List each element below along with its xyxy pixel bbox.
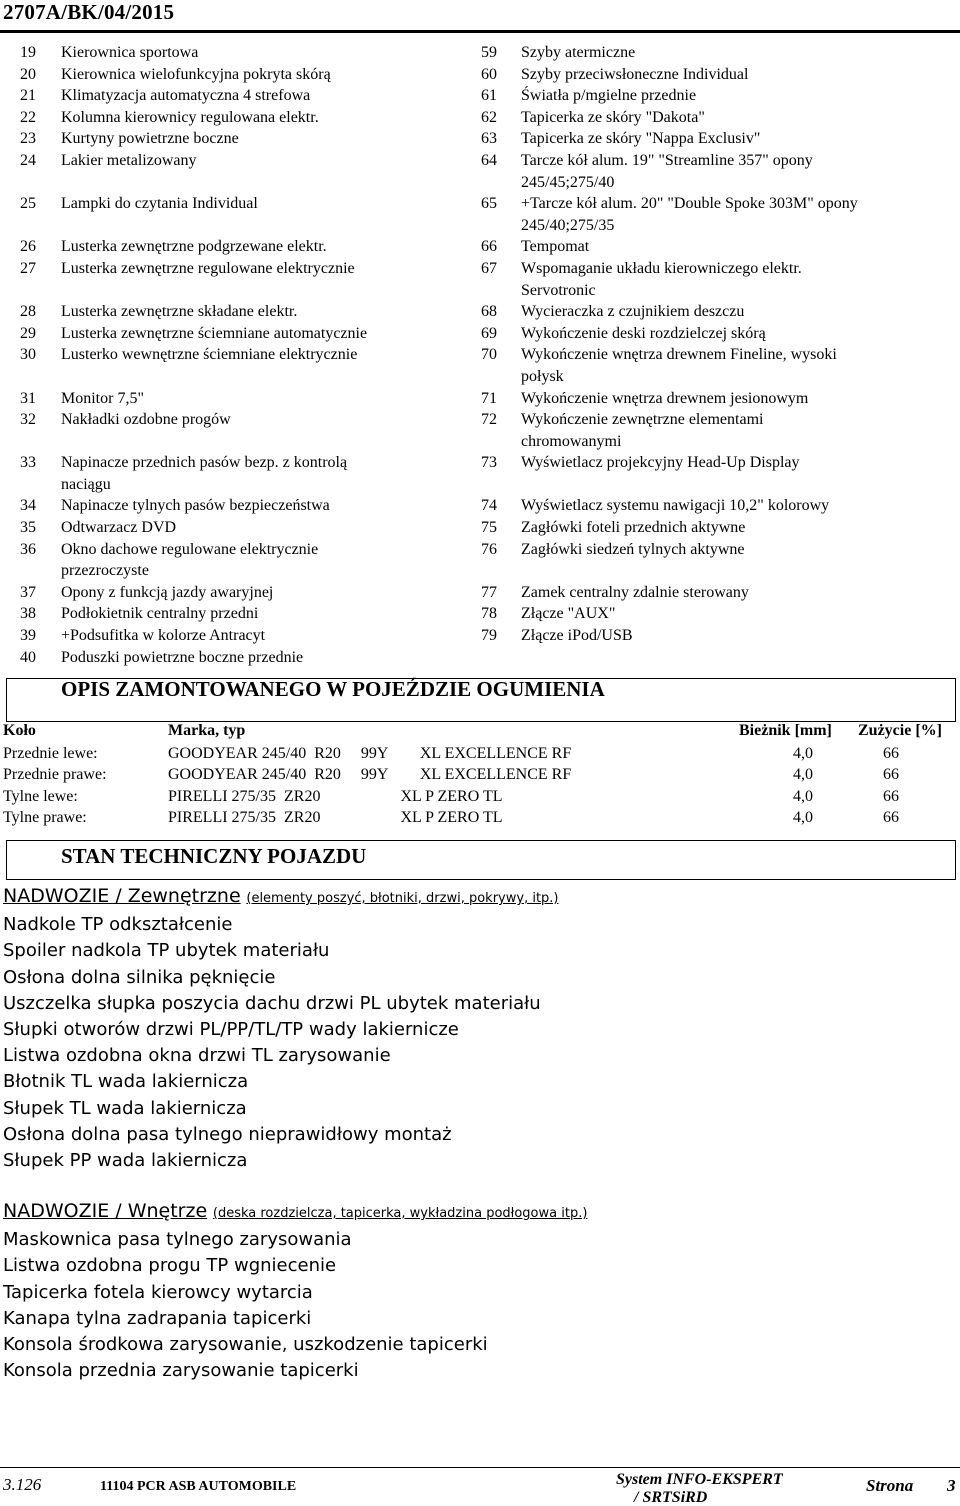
equipment-item — [463, 495, 960, 517]
equipment-item-text: Klimatyzacja automatyczna 4 strefowa — [61, 87, 311, 105]
condition-item: Osłona dolna pasa tylnego nieprawidłowy montaż — [3, 1123, 452, 1145]
equipment-item-number: 71 — [481, 389, 497, 407]
equipment-item-text — [61, 172, 460, 194]
equipment-item — [463, 172, 960, 194]
equipment-item-number: 65 — [481, 195, 497, 213]
equipment-item-number: 22 — [20, 108, 36, 126]
equipment-item-number: 64 — [481, 151, 497, 169]
exterior-heading-note: (elementy poszyć, błotniki, drzwi, pokrywy, itp.) — [246, 891, 559, 906]
equipment-item — [0, 452, 460, 474]
col-bieznik: Bieżnik [mm] — [739, 722, 832, 739]
equipment-item-text — [61, 366, 460, 388]
condition-item: Listwa ozdobna okna drzwi TL zarysowanie — [3, 1045, 391, 1067]
equipment-item — [463, 323, 960, 345]
tyre-row — [0, 809, 960, 831]
equipment-item-number: 78 — [481, 605, 497, 623]
equipment-item-text: Wyświetlacz projekcyjny Head-Up Display — [521, 454, 800, 472]
equipment-item — [0, 517, 460, 539]
equipment-item — [463, 301, 960, 323]
equipment-item-number: 25 — [20, 195, 36, 213]
equipment-item-text: Wykończenie wnętrza drewnem Fineline, wysoki — [521, 346, 837, 364]
equipment-item-number: 21 — [20, 87, 36, 105]
tyre-cell-bieznik: 4,0 — [793, 744, 813, 762]
equipment-item-number: 79 — [481, 627, 497, 645]
condition-item: Słupek PP wada lakiernicza — [3, 1150, 248, 1172]
equipment-item — [0, 366, 460, 388]
equipment-item — [0, 647, 460, 669]
equipment-item-number: 28 — [20, 303, 36, 321]
equipment-item-number: 69 — [481, 324, 497, 342]
equipment-item-text — [521, 474, 960, 496]
interior-heading-note: (deska rozdzielcza, tapicerka, wykładzina podłogowa itp.) — [212, 1206, 588, 1221]
equipment-item-text: Tapicerka ze skóry "Dakota" — [521, 108, 705, 126]
tyre-cell-kolo: Tylne lewe: — [3, 787, 78, 805]
equipment-item — [0, 603, 460, 625]
footer-system-line1: System INFO-EKSPERT — [616, 1471, 783, 1488]
equipment-item-number — [463, 431, 521, 453]
equipment-item-text — [61, 431, 460, 453]
equipment-item-text: Odtwarzacz DVD — [61, 519, 177, 537]
equipment-item — [463, 431, 960, 453]
equipment-item-text: Napinacze przednich pasów bezp. z kontrolą — [61, 454, 348, 472]
equipment-item-number — [0, 431, 61, 453]
equipment-item-number: 33 — [20, 454, 36, 472]
equipment-item-text: Wykończenie zewnętrzne elementami — [521, 411, 764, 429]
condition-item: Nadkole TP odkształcenie — [3, 914, 233, 936]
footer-page-label: Strona — [866, 1476, 914, 1495]
equipment-item-text: Lusterko wewnętrzne ściemniane elektrycznie — [61, 346, 358, 364]
equipment-item-text: Wykończenie deski rozdzielczej skórą — [521, 324, 766, 342]
equipment-item-text: Kurtyny powietrzne boczne — [61, 130, 239, 148]
equipment-item-text: Kierownica sportowa — [61, 44, 199, 61]
equipment-item — [463, 582, 960, 604]
equipment-item-number: 77 — [481, 583, 497, 601]
equipment-item — [463, 42, 960, 64]
equipment-item-number: 73 — [481, 454, 497, 472]
equipment-item — [463, 474, 960, 496]
equipment-item-text: Złącze iPod/USB — [521, 627, 633, 645]
equipment-item — [0, 107, 460, 129]
condition-item: Listwa ozdobna progu TP wgniecenie — [3, 1255, 337, 1277]
equipment-item-number: 19 — [20, 44, 36, 61]
header-title: 2707A/BK/04/2015 — [3, 0, 175, 24]
condition-item: Słupek TL wada lakiernicza — [3, 1097, 247, 1119]
equipment-item — [0, 560, 460, 582]
equipment-item — [0, 172, 460, 194]
col-kolo: Koło — [3, 722, 36, 739]
equipment-item-text: Zagłówki siedzeń tylnych aktywne — [521, 540, 745, 558]
equipment-item-text: Lakier metalizowany — [61, 151, 197, 169]
equipment-item — [0, 582, 460, 604]
equipment-item-number: 62 — [481, 108, 497, 126]
equipment-item-text: Okno dachowe regulowane elektrycznie — [61, 540, 319, 558]
equipment-item-text: chromowanymi — [521, 432, 622, 450]
tyre-row — [0, 766, 960, 788]
exterior-section — [3, 883, 559, 1174]
condition-item: Spoiler nadkola TP ubytek materiału — [3, 940, 330, 962]
equipment-item — [0, 280, 460, 302]
equipment-item — [0, 301, 460, 323]
equipment-item-number: 74 — [481, 497, 497, 515]
tyre-cell-marka: PIRELLI 275/35 ZR20 XL P ZERO TL — [168, 809, 503, 826]
equipment-item-text: Poduszki powietrzne boczne przednie — [61, 648, 304, 666]
tyre-cell-marka: GOODYEAR 245/40 R20 99Y XL EXCELLENCE RF — [168, 766, 572, 783]
col-zuzycie: Zużycie [%] — [858, 722, 942, 739]
equipment-item-number: 20 — [20, 65, 36, 83]
equipment-item-number: 75 — [481, 519, 497, 537]
equipment-item — [0, 258, 460, 280]
tyre-cell-kolo: Przednie lewe: — [3, 744, 98, 762]
equipment-item — [0, 236, 460, 258]
equipment-item — [463, 517, 960, 539]
equipment-item-text: Lusterka zewnętrzne regulowane elektrycznie — [61, 259, 355, 277]
tyres-title: OPIS ZAMONTOWANEGO W POJEŹDZIE OGUMIENIA — [61, 677, 605, 701]
equipment-item-number: 31 — [20, 389, 36, 407]
equipment-item-text: Zagłówki foteli przednich aktywne — [521, 519, 746, 537]
footer-page-code: 3.126 — [3, 1475, 42, 1494]
tyre-cell-bieznik: 4,0 — [793, 766, 813, 783]
equipment-item — [0, 495, 460, 517]
equipment-item — [0, 388, 460, 410]
equipment-item-text — [521, 560, 960, 582]
tyre-row — [0, 788, 960, 810]
equipment-item — [0, 193, 460, 215]
equipment-item-text: Wykończenie wnętrza drewnem jesionowym — [521, 389, 809, 407]
equipment-item-text: Servotronic — [521, 281, 596, 299]
equipment-item-text: 245/45;275/40 — [521, 173, 615, 191]
equipment-item-number — [0, 215, 61, 237]
equipment-item-text: Złącze "AUX" — [521, 605, 616, 623]
equipment-item-text — [61, 280, 460, 302]
equipment-item-text: połysk — [521, 367, 564, 385]
tyre-cell-bieznik: 4,0 — [793, 787, 813, 805]
equipment-item-number: 23 — [20, 130, 36, 148]
equipment-item — [0, 625, 460, 647]
equipment-item — [0, 431, 460, 453]
equipment-item — [0, 64, 460, 86]
equipment-item — [463, 215, 960, 237]
equipment-item — [463, 388, 960, 410]
equipment-item-text: Tempomat — [521, 238, 590, 256]
equipment-item — [463, 280, 960, 302]
tyres-rows — [0, 745, 960, 831]
footer-rule — [0, 1467, 960, 1468]
interior-heading-main: NADWOZIE / Wnętrze — [3, 1200, 208, 1222]
condition-item: Maskownica pasa tylnego zarysowania — [3, 1229, 352, 1251]
tyre-cell-kolo: Przednie prawe: — [3, 766, 107, 783]
equipment-item-number: 72 — [481, 411, 497, 429]
equipment-item-text — [61, 215, 460, 237]
equipment-item-text: Wspomaganie układu kierowniczego elektr. — [521, 259, 802, 277]
equipment-item-number: 29 — [20, 324, 36, 342]
equipment-item-text: 245/40;275/35 — [521, 216, 615, 234]
equipment-item-text: Monitor 7,5" — [61, 389, 144, 407]
equipment-item-text: Wycieraczka z czujnikiem deszczu — [521, 303, 745, 321]
condition-item: Konsola przednia zarysowanie tapicerki — [3, 1360, 359, 1382]
equipment-item-number: 61 — [481, 87, 497, 105]
equipment-item-number: 67 — [481, 259, 497, 277]
condition-item: Osłona dolna silnika pęknięcie — [3, 966, 276, 988]
equipment-item-number: 30 — [20, 346, 36, 364]
exterior-items — [3, 912, 559, 1174]
equipment-item-text: Szyby przeciwsłoneczne Individual — [521, 65, 749, 83]
tyre-cell-kolo: Tylne prawe: — [3, 809, 87, 826]
equipment-item-number: 68 — [481, 303, 497, 321]
equipment-item-text: Zamek centralny zdalnie sterowany — [521, 583, 749, 601]
equipment-item-text: Tapicerka ze skóry "Nappa Exclusiv" — [521, 130, 761, 148]
equipment-item-text: +Podsufitka w kolorze Antracyt — [61, 627, 266, 645]
equipment-item-number — [0, 280, 61, 302]
equipment-item-text: Światła p/mgielne przednie — [521, 87, 697, 105]
equipment-item — [463, 560, 960, 582]
equipment-item-number — [463, 172, 521, 194]
equipment-item — [0, 85, 460, 107]
equipment-item-number: 76 — [481, 540, 497, 558]
equipment-item — [463, 452, 960, 474]
equipment-list-right — [463, 42, 960, 647]
equipment-list-left — [0, 42, 460, 668]
exterior-heading — [3, 883, 559, 912]
equipment-item — [463, 85, 960, 107]
equipment-item — [463, 344, 960, 366]
equipment-item-number: 40 — [20, 648, 36, 666]
equipment-item-number: 63 — [481, 130, 497, 148]
equipment-item-number: 32 — [20, 411, 36, 429]
equipment-item — [463, 150, 960, 172]
equipment-item — [463, 236, 960, 258]
interior-heading — [3, 1198, 587, 1227]
equipment-item — [463, 258, 960, 280]
header-rule — [0, 30, 960, 33]
equipment-item-number: 70 — [481, 346, 497, 364]
equipment-item-text: Tarcze kół alum. 19" "Streamline 357" opony — [521, 151, 813, 169]
equipment-item-number: 26 — [20, 238, 36, 256]
equipment-item — [463, 603, 960, 625]
col-marka: Marka, typ — [168, 722, 246, 739]
equipment-item — [463, 366, 960, 388]
equipment-item-number — [0, 560, 61, 582]
footer-system-line2: / SRTSiRD — [634, 1489, 708, 1506]
equipment-item — [463, 128, 960, 150]
equipment-item-number — [0, 366, 61, 388]
equipment-item-number: 37 — [20, 583, 36, 601]
equipment-item-text: Opony z funkcją jazdy awaryjnej — [61, 583, 274, 601]
equipment-item-text: Nakładki ozdobne progów — [61, 411, 231, 429]
interior-items — [3, 1227, 587, 1384]
equipment-item-number: 34 — [20, 497, 36, 515]
tyre-cell-zuzycie: 66 — [883, 766, 899, 783]
equipment-item-number: 38 — [20, 605, 36, 623]
equipment-item-text: Napinacze tylnych pasów bezpieczeństwa — [61, 497, 330, 515]
condition-item: Kanapa tylna zadrapania tapicerki — [3, 1307, 312, 1329]
tyre-cell-zuzycie: 66 — [883, 787, 899, 805]
tyres-table — [0, 722, 960, 831]
condition-item: Konsola środkowa zarysowanie, uszkodzenie tapicerki — [3, 1334, 488, 1356]
equipment-item — [0, 323, 460, 345]
tyres-table-header — [0, 722, 960, 744]
equipment-item — [0, 128, 460, 150]
equipment-item-number: 27 — [20, 259, 36, 277]
condition-title: STAN TECHNICZNY POJAZDU — [61, 844, 367, 868]
equipment-item-text: naciągu — [61, 475, 111, 493]
equipment-item-number — [0, 172, 61, 194]
equipment-item — [0, 150, 460, 172]
tyre-cell-zuzycie: 66 — [883, 744, 899, 762]
tyre-cell-marka: GOODYEAR 245/40 R20 99Y XL EXCELLENCE RF — [168, 744, 572, 762]
equipment-item — [0, 215, 460, 237]
equipment-item — [463, 64, 960, 86]
equipment-item — [463, 409, 960, 431]
equipment-item-number — [463, 474, 521, 496]
equipment-item-number — [463, 560, 521, 582]
exterior-heading-main: NADWOZIE / Zewnętrzne — [3, 885, 241, 907]
tyre-cell-zuzycie: 66 — [883, 809, 899, 826]
equipment-item-text: Lusterka zewnętrzne ściemniane automatycznie — [61, 324, 368, 342]
equipment-item — [463, 539, 960, 561]
condition-item: Słupki otworów drzwi PL/PP/TL/TP wady lakiernicze — [3, 1019, 459, 1041]
equipment-item-text: Podłokietnik centralny przedni — [61, 605, 259, 623]
tyre-row — [0, 745, 960, 767]
equipment-item-text: Lampki do czytania Individual — [61, 195, 258, 213]
equipment-item-text: Szyby atermiczne — [521, 44, 636, 61]
equipment-item-number: 36 — [20, 540, 36, 558]
equipment-item — [0, 42, 460, 64]
equipment-item-number: 35 — [20, 519, 36, 537]
condition-item: Uszczelka słupka poszycia dachu drzwi PL ubytek materiału — [3, 992, 541, 1014]
equipment-item — [0, 539, 460, 561]
tyre-cell-bieznik: 4,0 — [793, 809, 813, 826]
equipment-item-number — [463, 280, 521, 302]
condition-item: Błotnik TL wada lakiernicza — [3, 1071, 249, 1093]
equipment-item-text: Wyświetlacz systemu nawigacji 10,2" kolorowy — [521, 497, 830, 515]
equipment-item-number: 24 — [20, 151, 36, 169]
equipment-item-text: przezroczyste — [61, 562, 149, 580]
equipment-item — [0, 409, 460, 431]
equipment-item-number: 59 — [481, 44, 497, 61]
equipment-item — [0, 344, 460, 366]
equipment-item-number — [0, 474, 61, 496]
equipment-item-text: Lusterka zewnętrzne składane elektr. — [61, 303, 298, 321]
equipment-item-number — [463, 215, 521, 237]
condition-item: Tapicerka fotela kierowcy wytarcia — [3, 1281, 313, 1303]
equipment-item-number — [463, 366, 521, 388]
equipment-item-number: 66 — [481, 238, 497, 256]
equipment-item-text: Lusterka zewnętrzne podgrzewane elektr. — [61, 238, 327, 256]
equipment-item — [463, 625, 960, 647]
equipment-item-text: Kolumna kierownicy regulowana elektr. — [61, 108, 319, 126]
footer-reference: 11104 PCR ASB AUTOMOBILE — [100, 1479, 297, 1494]
equipment-item — [463, 193, 960, 215]
interior-section — [3, 1198, 587, 1384]
equipment-item-number: 60 — [481, 65, 497, 83]
equipment-item — [463, 107, 960, 129]
footer-page-number: 3 — [947, 1476, 956, 1495]
equipment-item-text: +Tarcze kół alum. 20" "Double Spoke 303M" opony — [521, 195, 858, 213]
equipment-item-text: Kierownica wielofunkcyjna pokryta skórą — [61, 65, 331, 83]
equipment-item — [0, 474, 460, 496]
equipment-item-number: 39 — [20, 627, 36, 645]
tyre-cell-marka: PIRELLI 275/35 ZR20 XL P ZERO TL — [168, 787, 503, 805]
